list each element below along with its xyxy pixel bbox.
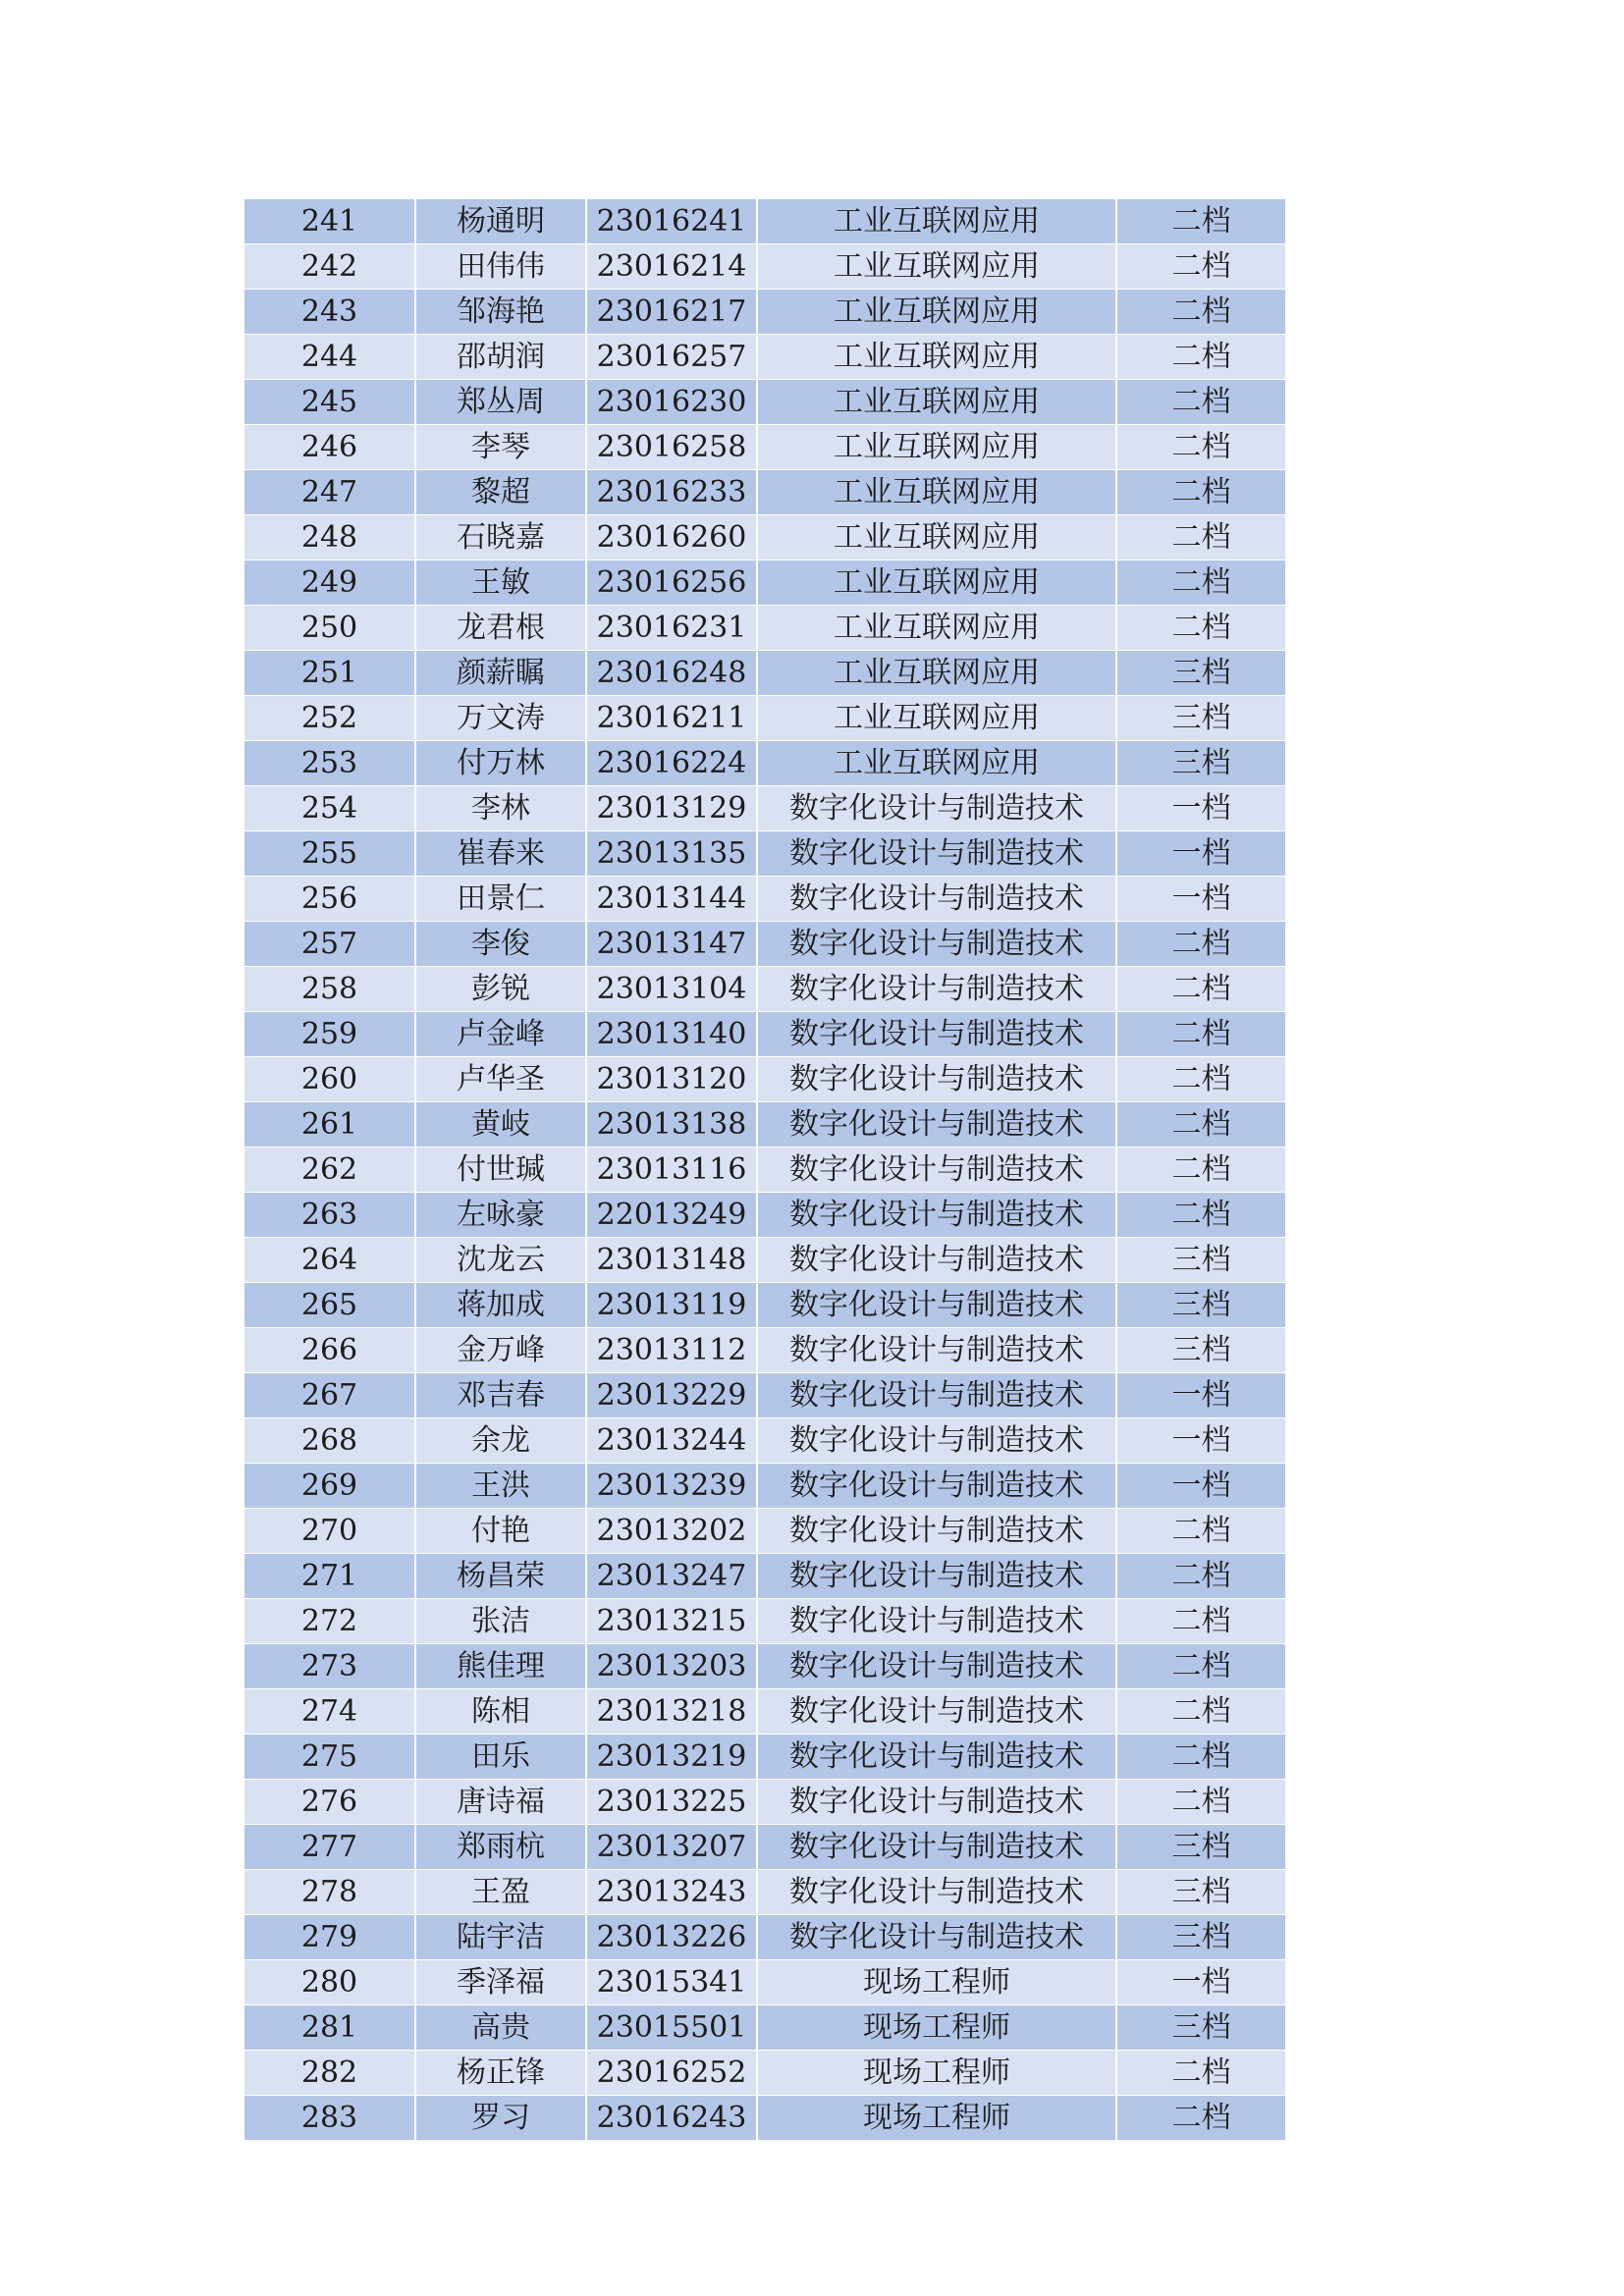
student-id-cell: 23013129 xyxy=(586,786,757,831)
grade-cell: 二档 xyxy=(1116,515,1285,561)
student-id-cell: 23013225 xyxy=(586,1780,757,1825)
table-row xyxy=(244,2096,1285,2141)
student-id-cell: 23013243 xyxy=(586,1870,757,1915)
student-name-cell: 邓吉春 xyxy=(415,1373,586,1418)
major-cell: 数字化设计与制造技术 xyxy=(757,1012,1116,1057)
major-cell: 数字化设计与制造技术 xyxy=(757,1644,1116,1689)
student-name-cell: 杨正锋 xyxy=(415,2051,586,2096)
student-id-cell: 23016243 xyxy=(586,2096,757,2141)
row-number-cell: 270 xyxy=(244,1509,415,1554)
grade-cell: 二档 xyxy=(1116,290,1285,335)
row-number-cell: 248 xyxy=(244,515,415,561)
student-name-cell: 付万林 xyxy=(415,741,586,786)
major-cell: 数字化设计与制造技术 xyxy=(757,1870,1116,1915)
student-table xyxy=(244,199,1285,2141)
student-name-cell: 李琴 xyxy=(415,425,586,470)
major-cell: 数字化设计与制造技术 xyxy=(757,1373,1116,1418)
grade-cell: 三档 xyxy=(1116,1870,1285,1915)
grade-cell: 二档 xyxy=(1116,1509,1285,1554)
table-row xyxy=(244,199,1285,244)
grade-cell: 一档 xyxy=(1116,877,1285,922)
grade-cell: 三档 xyxy=(1116,1915,1285,1960)
row-number-cell: 280 xyxy=(244,1960,415,2005)
grade-cell: 二档 xyxy=(1116,425,1285,470)
major-cell: 数字化设计与制造技术 xyxy=(757,1057,1116,1102)
student-id-cell: 23013138 xyxy=(586,1102,757,1148)
table-row xyxy=(244,1283,1285,1328)
major-cell: 数字化设计与制造技术 xyxy=(757,1102,1116,1148)
table-row xyxy=(244,877,1285,922)
table-row xyxy=(244,470,1285,515)
student-id-cell: 23013116 xyxy=(586,1148,757,1193)
grade-cell: 二档 xyxy=(1116,606,1285,651)
row-number-cell: 278 xyxy=(244,1870,415,1915)
row-number-cell: 250 xyxy=(244,606,415,651)
table-row xyxy=(244,1554,1285,1599)
student-id-cell: 23016241 xyxy=(586,199,757,244)
major-cell: 数字化设计与制造技术 xyxy=(757,922,1116,967)
student-name-cell: 龙君根 xyxy=(415,606,586,651)
student-id-cell: 23015501 xyxy=(586,2005,757,2051)
major-cell: 数字化设计与制造技术 xyxy=(757,1509,1116,1554)
major-cell: 工业互联网应用 xyxy=(757,606,1116,651)
student-id-cell: 23016260 xyxy=(586,515,757,561)
major-cell: 工业互联网应用 xyxy=(757,470,1116,515)
row-number-cell: 283 xyxy=(244,2096,415,2141)
row-number-cell: 273 xyxy=(244,1644,415,1689)
student-id-cell: 23013244 xyxy=(586,1418,757,1464)
student-name-cell: 王盈 xyxy=(415,1870,586,1915)
grade-cell: 二档 xyxy=(1116,1148,1285,1193)
row-number-cell: 246 xyxy=(244,425,415,470)
table-row xyxy=(244,1012,1285,1057)
student-name-cell: 季泽福 xyxy=(415,1960,586,2005)
student-id-cell: 23013215 xyxy=(586,1599,757,1644)
grade-cell: 二档 xyxy=(1116,380,1285,425)
table-row xyxy=(244,425,1285,470)
grade-cell: 三档 xyxy=(1116,2005,1285,2051)
row-number-cell: 257 xyxy=(244,922,415,967)
student-id-cell: 23013239 xyxy=(586,1464,757,1509)
student-id-cell: 23013219 xyxy=(586,1735,757,1780)
row-number-cell: 245 xyxy=(244,380,415,425)
table-row xyxy=(244,1644,1285,1689)
student-id-cell: 23013247 xyxy=(586,1554,757,1599)
table-row xyxy=(244,696,1285,741)
student-name-cell: 杨昌荣 xyxy=(415,1554,586,1599)
major-cell: 数字化设计与制造技术 xyxy=(757,1418,1116,1464)
table-row xyxy=(244,651,1285,696)
table-row xyxy=(244,1689,1285,1735)
major-cell: 工业互联网应用 xyxy=(757,290,1116,335)
table-row xyxy=(244,561,1285,606)
student-id-cell: 23013148 xyxy=(586,1238,757,1283)
row-number-cell: 244 xyxy=(244,335,415,380)
grade-cell: 一档 xyxy=(1116,786,1285,831)
student-id-cell: 22013249 xyxy=(586,1193,757,1238)
student-id-cell: 23013226 xyxy=(586,1915,757,1960)
table-row xyxy=(244,1960,1285,2005)
student-id-cell: 23013229 xyxy=(586,1373,757,1418)
table-row xyxy=(244,967,1285,1012)
row-number-cell: 256 xyxy=(244,877,415,922)
major-cell: 现场工程师 xyxy=(757,2051,1116,2096)
row-number-cell: 282 xyxy=(244,2051,415,2096)
row-number-cell: 259 xyxy=(244,1012,415,1057)
table-row xyxy=(244,515,1285,561)
student-id-cell: 23016248 xyxy=(586,651,757,696)
student-id-cell: 23013112 xyxy=(586,1328,757,1373)
student-name-cell: 左咏豪 xyxy=(415,1193,586,1238)
major-cell: 工业互联网应用 xyxy=(757,651,1116,696)
table-row xyxy=(244,1057,1285,1102)
table-row xyxy=(244,831,1285,877)
row-number-cell: 251 xyxy=(244,651,415,696)
grade-cell: 二档 xyxy=(1116,470,1285,515)
grade-cell: 二档 xyxy=(1116,1057,1285,1102)
student-id-cell: 23016224 xyxy=(586,741,757,786)
student-name-cell: 沈龙云 xyxy=(415,1238,586,1283)
student-name-cell: 陆宇洁 xyxy=(415,1915,586,1960)
major-cell: 数字化设计与制造技术 xyxy=(757,1148,1116,1193)
student-id-cell: 23013207 xyxy=(586,1825,757,1870)
row-number-cell: 271 xyxy=(244,1554,415,1599)
table-row xyxy=(244,1148,1285,1193)
grade-cell: 二档 xyxy=(1116,967,1285,1012)
grade-cell: 二档 xyxy=(1116,335,1285,380)
row-number-cell: 247 xyxy=(244,470,415,515)
student-name-cell: 付艳 xyxy=(415,1509,586,1554)
student-name-cell: 颜薪瞩 xyxy=(415,651,586,696)
table-row xyxy=(244,1509,1285,1554)
student-id-cell: 23013135 xyxy=(586,831,757,877)
student-table-body xyxy=(244,199,1285,2141)
grade-cell: 二档 xyxy=(1116,561,1285,606)
table-row xyxy=(244,1464,1285,1509)
student-id-cell: 23016217 xyxy=(586,290,757,335)
student-name-cell: 熊佳理 xyxy=(415,1644,586,1689)
grade-cell: 一档 xyxy=(1116,1464,1285,1509)
grade-cell: 三档 xyxy=(1116,1825,1285,1870)
table-row xyxy=(244,335,1285,380)
table-row xyxy=(244,1825,1285,1870)
major-cell: 工业互联网应用 xyxy=(757,561,1116,606)
table-row xyxy=(244,1870,1285,1915)
major-cell: 工业互联网应用 xyxy=(757,425,1116,470)
grade-cell: 二档 xyxy=(1116,2096,1285,2141)
table-row xyxy=(244,2051,1285,2096)
row-number-cell: 263 xyxy=(244,1193,415,1238)
major-cell: 数字化设计与制造技术 xyxy=(757,1554,1116,1599)
table-row xyxy=(244,786,1285,831)
student-name-cell: 王敏 xyxy=(415,561,586,606)
grade-cell: 二档 xyxy=(1116,2051,1285,2096)
student-name-cell: 李俊 xyxy=(415,922,586,967)
table-row xyxy=(244,1599,1285,1644)
student-name-cell: 邵胡润 xyxy=(415,335,586,380)
student-id-cell: 23013104 xyxy=(586,967,757,1012)
student-name-cell: 金万峰 xyxy=(415,1328,586,1373)
student-name-cell: 付世瑊 xyxy=(415,1148,586,1193)
major-cell: 工业互联网应用 xyxy=(757,244,1116,290)
grade-cell: 三档 xyxy=(1116,696,1285,741)
student-id-cell: 23013218 xyxy=(586,1689,757,1735)
student-name-cell: 李林 xyxy=(415,786,586,831)
student-id-cell: 23013119 xyxy=(586,1283,757,1328)
student-id-cell: 23016211 xyxy=(586,696,757,741)
major-cell: 数字化设计与制造技术 xyxy=(757,967,1116,1012)
major-cell: 数字化设计与制造技术 xyxy=(757,1238,1116,1283)
table-row xyxy=(244,1418,1285,1464)
table-row xyxy=(244,1193,1285,1238)
row-number-cell: 254 xyxy=(244,786,415,831)
student-name-cell: 黄岐 xyxy=(415,1102,586,1148)
student-name-cell: 郑雨杭 xyxy=(415,1825,586,1870)
major-cell: 数字化设计与制造技术 xyxy=(757,1735,1116,1780)
major-cell: 现场工程师 xyxy=(757,1960,1116,2005)
table-row xyxy=(244,1915,1285,1960)
student-name-cell: 卢华圣 xyxy=(415,1057,586,1102)
table-row xyxy=(244,380,1285,425)
student-id-cell: 23013203 xyxy=(586,1644,757,1689)
row-number-cell: 266 xyxy=(244,1328,415,1373)
table-row xyxy=(244,244,1285,290)
grade-cell: 二档 xyxy=(1116,1012,1285,1057)
row-number-cell: 249 xyxy=(244,561,415,606)
grade-cell: 三档 xyxy=(1116,1238,1285,1283)
major-cell: 数字化设计与制造技术 xyxy=(757,1780,1116,1825)
student-name-cell: 余龙 xyxy=(415,1418,586,1464)
row-number-cell: 274 xyxy=(244,1689,415,1735)
student-name-cell: 崔春来 xyxy=(415,831,586,877)
table-row xyxy=(244,1780,1285,1825)
student-name-cell: 郑丛周 xyxy=(415,380,586,425)
table-row xyxy=(244,922,1285,967)
student-id-cell: 23013140 xyxy=(586,1012,757,1057)
student-name-cell: 邹海艳 xyxy=(415,290,586,335)
grade-cell: 三档 xyxy=(1116,741,1285,786)
student-name-cell: 唐诗福 xyxy=(415,1780,586,1825)
student-id-cell: 23016231 xyxy=(586,606,757,651)
student-name-cell: 田乐 xyxy=(415,1735,586,1780)
grade-cell: 三档 xyxy=(1116,651,1285,696)
grade-cell: 二档 xyxy=(1116,244,1285,290)
grade-cell: 二档 xyxy=(1116,1599,1285,1644)
student-id-cell: 23016233 xyxy=(586,470,757,515)
major-cell: 数字化设计与制造技术 xyxy=(757,1689,1116,1735)
row-number-cell: 277 xyxy=(244,1825,415,1870)
row-number-cell: 279 xyxy=(244,1915,415,1960)
table-row xyxy=(244,1328,1285,1373)
row-number-cell: 265 xyxy=(244,1283,415,1328)
grade-cell: 二档 xyxy=(1116,1644,1285,1689)
row-number-cell: 269 xyxy=(244,1464,415,1509)
major-cell: 工业互联网应用 xyxy=(757,515,1116,561)
row-number-cell: 264 xyxy=(244,1238,415,1283)
major-cell: 现场工程师 xyxy=(757,2005,1116,2051)
major-cell: 工业互联网应用 xyxy=(757,696,1116,741)
grade-cell: 二档 xyxy=(1116,199,1285,244)
student-id-cell: 23016258 xyxy=(586,425,757,470)
grade-cell: 二档 xyxy=(1116,1689,1285,1735)
major-cell: 数字化设计与制造技术 xyxy=(757,831,1116,877)
major-cell: 数字化设计与制造技术 xyxy=(757,877,1116,922)
student-name-cell: 陈相 xyxy=(415,1689,586,1735)
table-row xyxy=(244,290,1285,335)
student-name-cell: 彭锐 xyxy=(415,967,586,1012)
grade-cell: 二档 xyxy=(1116,922,1285,967)
student-name-cell: 张洁 xyxy=(415,1599,586,1644)
student-name-cell: 蒋加成 xyxy=(415,1283,586,1328)
student-id-cell: 23013120 xyxy=(586,1057,757,1102)
grade-cell: 二档 xyxy=(1116,1102,1285,1148)
student-name-cell: 田伟伟 xyxy=(415,244,586,290)
student-id-cell: 23013147 xyxy=(586,922,757,967)
table-row xyxy=(244,1102,1285,1148)
table-row xyxy=(244,1735,1285,1780)
student-name-cell: 黎超 xyxy=(415,470,586,515)
grade-cell: 一档 xyxy=(1116,1960,1285,2005)
student-name-cell: 杨通明 xyxy=(415,199,586,244)
major-cell: 数字化设计与制造技术 xyxy=(757,1825,1116,1870)
student-id-cell: 23013144 xyxy=(586,877,757,922)
student-name-cell: 万文涛 xyxy=(415,696,586,741)
row-number-cell: 258 xyxy=(244,967,415,1012)
student-id-cell: 23016252 xyxy=(586,2051,757,2096)
major-cell: 数字化设计与制造技术 xyxy=(757,1599,1116,1644)
grade-cell: 二档 xyxy=(1116,1554,1285,1599)
major-cell: 工业互联网应用 xyxy=(757,335,1116,380)
major-cell: 数字化设计与制造技术 xyxy=(757,1283,1116,1328)
row-number-cell: 261 xyxy=(244,1102,415,1148)
row-number-cell: 255 xyxy=(244,831,415,877)
student-name-cell: 石晓嘉 xyxy=(415,515,586,561)
major-cell: 数字化设计与制造技术 xyxy=(757,1328,1116,1373)
student-id-cell: 23016257 xyxy=(586,335,757,380)
grade-cell: 一档 xyxy=(1116,1418,1285,1464)
grade-cell: 一档 xyxy=(1116,1373,1285,1418)
row-number-cell: 260 xyxy=(244,1057,415,1102)
student-id-cell: 23015341 xyxy=(586,1960,757,2005)
row-number-cell: 242 xyxy=(244,244,415,290)
grade-cell: 三档 xyxy=(1116,1328,1285,1373)
student-id-cell: 23016256 xyxy=(586,561,757,606)
major-cell: 数字化设计与制造技术 xyxy=(757,1193,1116,1238)
grade-cell: 三档 xyxy=(1116,1283,1285,1328)
grade-cell: 二档 xyxy=(1116,1780,1285,1825)
grade-cell: 一档 xyxy=(1116,831,1285,877)
grade-cell: 二档 xyxy=(1116,1735,1285,1780)
row-number-cell: 241 xyxy=(244,199,415,244)
student-name-cell: 王洪 xyxy=(415,1464,586,1509)
row-number-cell: 253 xyxy=(244,741,415,786)
row-number-cell: 272 xyxy=(244,1599,415,1644)
row-number-cell: 243 xyxy=(244,290,415,335)
table-row xyxy=(244,1238,1285,1283)
table-row xyxy=(244,606,1285,651)
row-number-cell: 252 xyxy=(244,696,415,741)
major-cell: 数字化设计与制造技术 xyxy=(757,786,1116,831)
row-number-cell: 268 xyxy=(244,1418,415,1464)
grade-cell: 二档 xyxy=(1116,1193,1285,1238)
student-name-cell: 高贵 xyxy=(415,2005,586,2051)
row-number-cell: 275 xyxy=(244,1735,415,1780)
row-number-cell: 267 xyxy=(244,1373,415,1418)
student-name-cell: 卢金峰 xyxy=(415,1012,586,1057)
major-cell: 现场工程师 xyxy=(757,2096,1116,2141)
row-number-cell: 276 xyxy=(244,1780,415,1825)
major-cell: 数字化设计与制造技术 xyxy=(757,1464,1116,1509)
table-row xyxy=(244,2005,1285,2051)
row-number-cell: 281 xyxy=(244,2005,415,2051)
student-id-cell: 23016230 xyxy=(586,380,757,425)
student-id-cell: 23016214 xyxy=(586,244,757,290)
student-name-cell: 田景仁 xyxy=(415,877,586,922)
table-row xyxy=(244,1373,1285,1418)
major-cell: 工业互联网应用 xyxy=(757,380,1116,425)
row-number-cell: 262 xyxy=(244,1148,415,1193)
major-cell: 数字化设计与制造技术 xyxy=(757,1915,1116,1960)
major-cell: 工业互联网应用 xyxy=(757,741,1116,786)
student-name-cell: 罗习 xyxy=(415,2096,586,2141)
table-row xyxy=(244,741,1285,786)
major-cell: 工业互联网应用 xyxy=(757,199,1116,244)
student-id-cell: 23013202 xyxy=(586,1509,757,1554)
